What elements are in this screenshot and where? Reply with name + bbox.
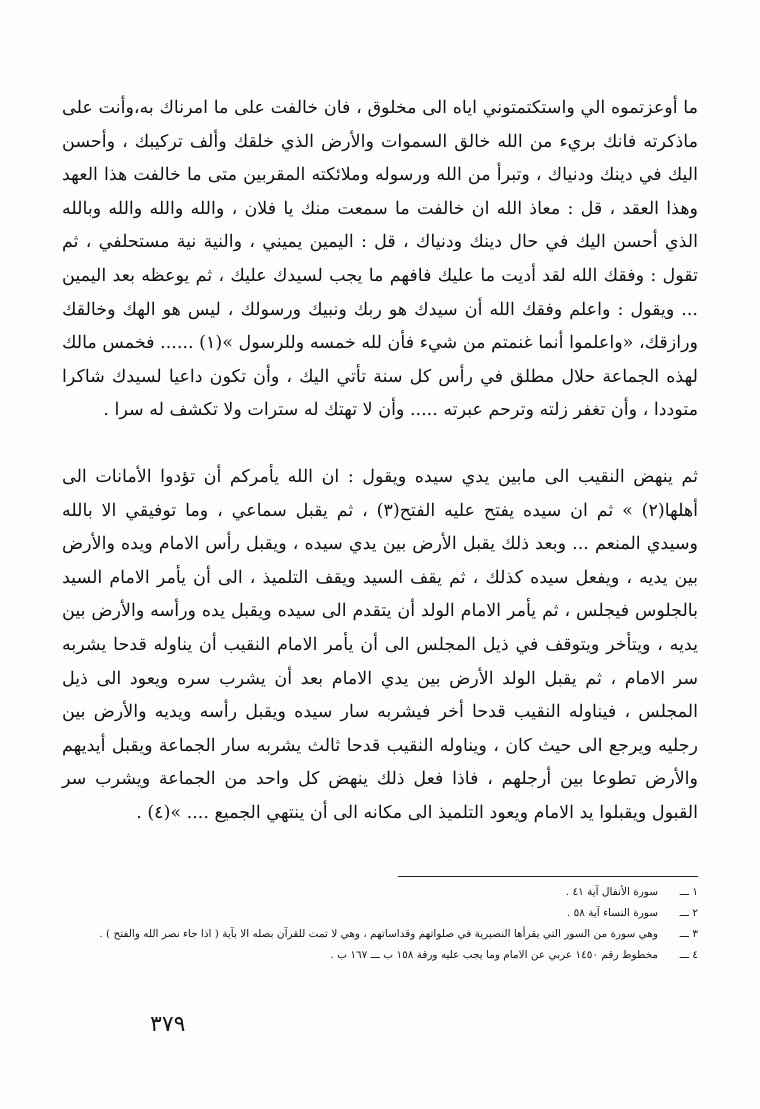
body-paragraph-2: ثم ينهض النقيب الى مابين يدي سيده ويقول : ان الله يأمركم أن تؤدوا الأمانات الى أهلها(٢) » ثم ان سيده يفتح عليه الفتح(٣) ، ثم يقبل سماعي ، وما توفيقي الا بالله وسيدي المنعم ... وبعد ذلك يقبل الأرض بين يدي سيده ، ويقبل رأس الامام ويده والأرض بين يديه ، ويفعل سيده كذلك ، ثم يقف السيد ويقف التلميذ ، الى أن يأمر الامام السيد بالجلوس فيجلس ، ثم يأمر الامام الولد أن يتقدم الى سيده ويقبل يده ورأسه والأرض بين يديه ، ويتأخر ويتوقف في ذيل المجلس الى أن يأمر الامام النقيب أن يناوله قدحا يشربه سر الامام ، ثم يقبل الولد الأرض بين يدي الامام بعد أن يشرب سره ويعود الى ذيل المجلس ، فيناوله النقيب قدحا أخر فيشربه سار سيده ويقبل رأسه ويديه والأرض بين رجليه ويرجع الى حيث كان ، ويناوله النقيب قدحا ثالث يشربه سار الجماعة ويقبل أيديهم والأرض تطوعا بين أرجلهم ، فاذا فعل ذلك ينهض كل واحد من الجماعة ويشرب سر القبول ويقبلوا يد الامام ويعود التلميذ الى مكانه الى أن ينتهي الجميع .... »(٤) . xyxy=(62,467,699,823)
footnote-separator xyxy=(398,876,698,877)
footnote-number: ٣ ـــ xyxy=(679,928,698,940)
footnote-text: مخطوط رقم ١٤٥٠ عربي عن الامام وما يجب عليه ورقة ١٥٨ ب ـــ ١٦٧ ب . xyxy=(330,949,658,961)
footnote-4 xyxy=(80,945,698,966)
footnote-text: سورة الأنفال آية ٤١ . xyxy=(565,886,658,898)
page-number: ٣٧٩ xyxy=(150,1012,186,1037)
footnote-number: ٤ ـــ xyxy=(679,949,698,961)
footnote-number: ١ ـــ xyxy=(679,886,698,898)
footnote-2 xyxy=(80,903,698,924)
footnote-1 xyxy=(80,882,698,903)
footnote-text: وهي سورة من السور التي يقرأها النصيرية في صلواتهم وقداساتهم ، وهي لا تمت للقرآن بصله الا بآية ( اذا جاء نصر الله والفتح ) . xyxy=(99,928,658,940)
footnote-number: ٢ ـــ xyxy=(679,907,698,919)
footnote-text: سورة النساء آية ٥٨ . xyxy=(566,907,658,919)
footnote-3 xyxy=(80,924,698,945)
body-paragraph-1: ما أوعزتموه الي واستكتمتوني اياه الى مخلوق ، فان خالفت على ما امرناك به،وأنت على ماذكرته فانك بريء من الله خالق السموات والأرض الذي خلقك وألف تركيبك ، وأحسن اليك في دينك ودنياك ، وتبرأ من الله ورسوله وملائكته المقربين متى ما خالفت هذا العهد وهذا العقد ، قل : معاذ الله ان خالفت ما سمعت منك يا فلان ، والله والله والله وبالله الذي أحسن اليك في حال دينك ودنياك ، قل : اليمين يميني ، والنية نية مستحلفي ، ثم تقول : وفقك الله لقد أديت ما عليك فافهم ما يجب لسيدك عليك ، ثم يوعظه بعد اليمين ... ويقول : واعلم وفقك الله أن سيدك هو ربك ونبيك ورسولك ، ليس هو الهك وخالقك ورازقك، «واعلموا أنما غنمتم من شيء فأن لله خمسه وللرسول »(١) ...... فخمس مالك لهذه الجماعة حلال مطلق في رأس كل سنة تأتي اليك ، وأن تكون داعيا لسيدك شاكرا متوددا ، وأن تغفر زلته وترحم عبرته ..... وأن لا تهتك له سترات ولا تكشف له سرا . xyxy=(62,98,698,421)
footnotes-list xyxy=(80,882,698,966)
